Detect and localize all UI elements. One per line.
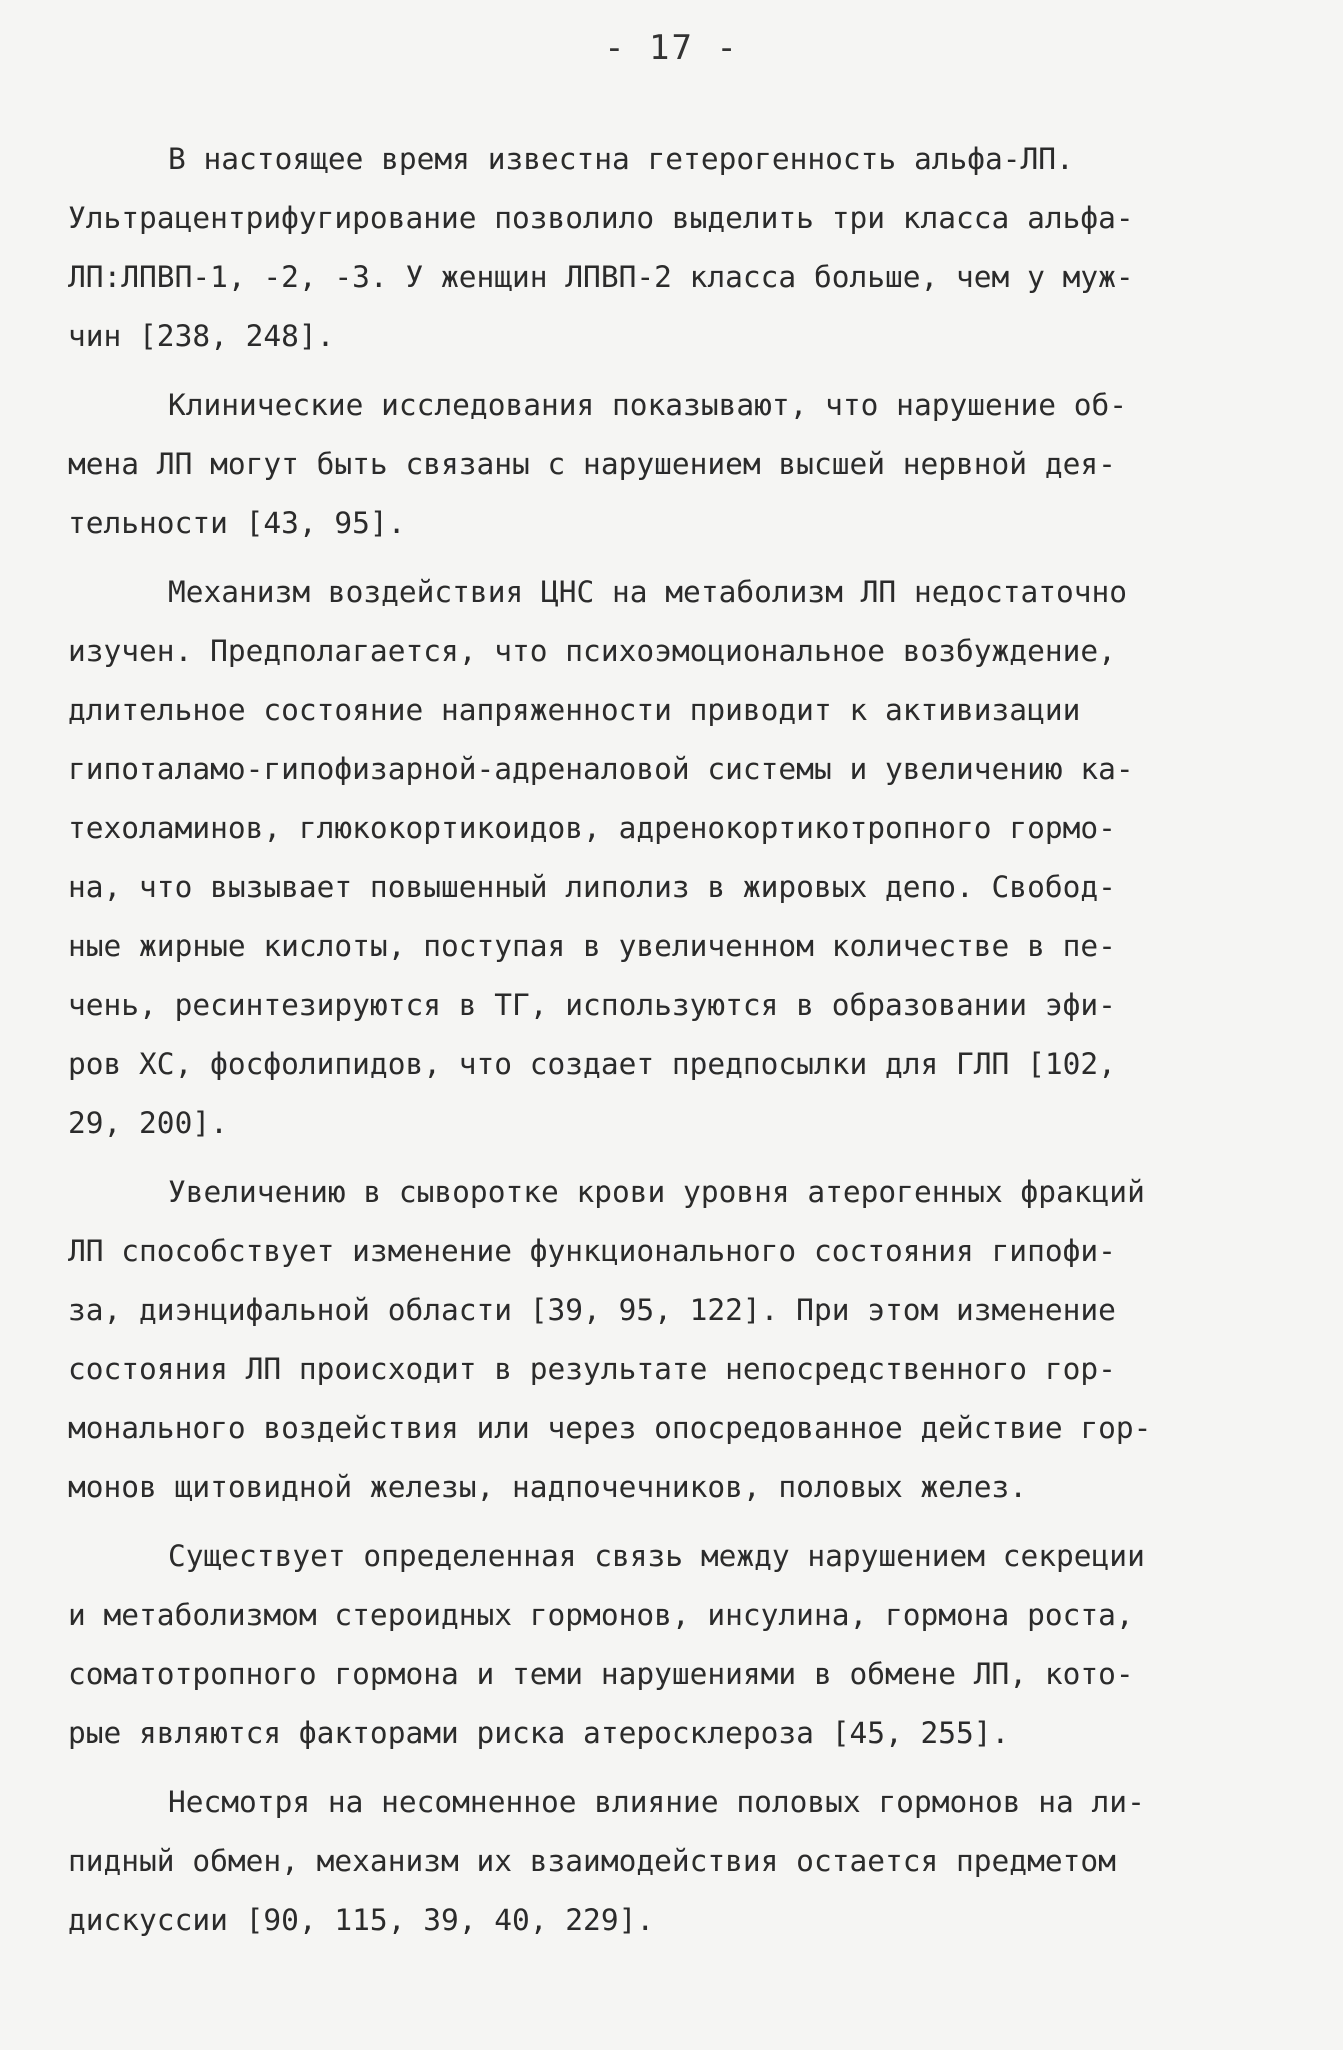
text-line: чень, ресинтезируются в ТГ, используются в образовании эфи-: [68, 988, 1116, 1022]
text-line: 29, 200].: [68, 1106, 228, 1140]
text-line: В настоящее время известна гетерогенность альфа-ЛП.: [168, 142, 1074, 176]
text-line: дискуссии [90, 115, 39, 40, 229].: [68, 1903, 655, 1937]
text-line: ров ХС, фосфолипидов, что создает предпосылки для ГЛП [102,: [68, 1047, 1116, 1081]
text-line: техоламинов, глюкокортикоидов, адренокортикотропного гормо-: [68, 811, 1116, 845]
text-line: Ультрацентрифугирование позволило выделить три класса альфа-: [68, 201, 1134, 235]
text-line: соматотропного гормона и теми нарушениями в обмене ЛП, кото-: [68, 1657, 1134, 1691]
text-line: за, диэнцифальной области [39, 95, 122]. При этом изменение: [68, 1293, 1116, 1327]
text-line: длительное состояние напряженности приводит к активизации: [68, 693, 1081, 727]
paragraph: [68, 130, 1288, 366]
page-number: - 17 -: [604, 28, 739, 68]
text-line: монов щитовидной железы, надпочечников, половых желез.: [68, 1470, 1028, 1504]
text-line: ЛП:ЛПВП-1, -2, -3. У женщин ЛПВП-2 класса больше, чем у муж-: [68, 260, 1134, 294]
text-body: [68, 130, 1288, 1950]
text-line: Увеличению в сыворотке крови уровня атерогенных фракций: [168, 1175, 1145, 1209]
text-line: монального воздействия или через опосредованное действие гор-: [68, 1411, 1152, 1445]
text-line: ЛП способствует изменение функционального состояния гипофи-: [68, 1234, 1116, 1268]
text-line: и метаболизмом стероидных гормонов, инсулина, гормона роста,: [68, 1598, 1134, 1632]
paragraph: [68, 376, 1288, 553]
text-line: Несмотря на несомненное влияние половых гормонов на ли-: [168, 1785, 1145, 1819]
text-line: рые являются факторами риска атеросклероза [45, 255].: [68, 1716, 1010, 1750]
text-line: тельности [43, 95].: [68, 506, 406, 540]
text-line: Клинические исследования показывают, что нарушение об-: [168, 388, 1128, 422]
paragraph: [68, 1773, 1288, 1950]
paragraph: [68, 1163, 1288, 1517]
text-line: гипоталамо-гипофизарной-адреналовой системы и увеличению ка-: [68, 752, 1134, 786]
text-line: Механизм воздействия ЦНС на метаболизм ЛП недостаточно: [168, 575, 1128, 609]
text-line: на, что вызывает повышенный липолиз в жировых депо. Свобод-: [68, 870, 1116, 904]
text-line: мена ЛП могут быть связаны с нарушением высшей нервной дея-: [68, 447, 1116, 481]
text-line: состояния ЛП происходит в результате непосредственного гор-: [68, 1352, 1116, 1386]
paragraph: [68, 563, 1288, 1153]
text-line: чин [238, 248].: [68, 319, 335, 353]
text-line: ные жирные кислоты, поступая в увеличенном количестве в пе-: [68, 929, 1116, 963]
paragraph: [68, 1527, 1288, 1763]
text-line: Существует определенная связь между нарушением секреции: [168, 1539, 1145, 1573]
text-line: пидный обмен, механизм их взаимодействия остается предметом: [68, 1844, 1116, 1878]
text-line: изучен. Предполагается, что психоэмоциональное возбуждение,: [68, 634, 1116, 668]
